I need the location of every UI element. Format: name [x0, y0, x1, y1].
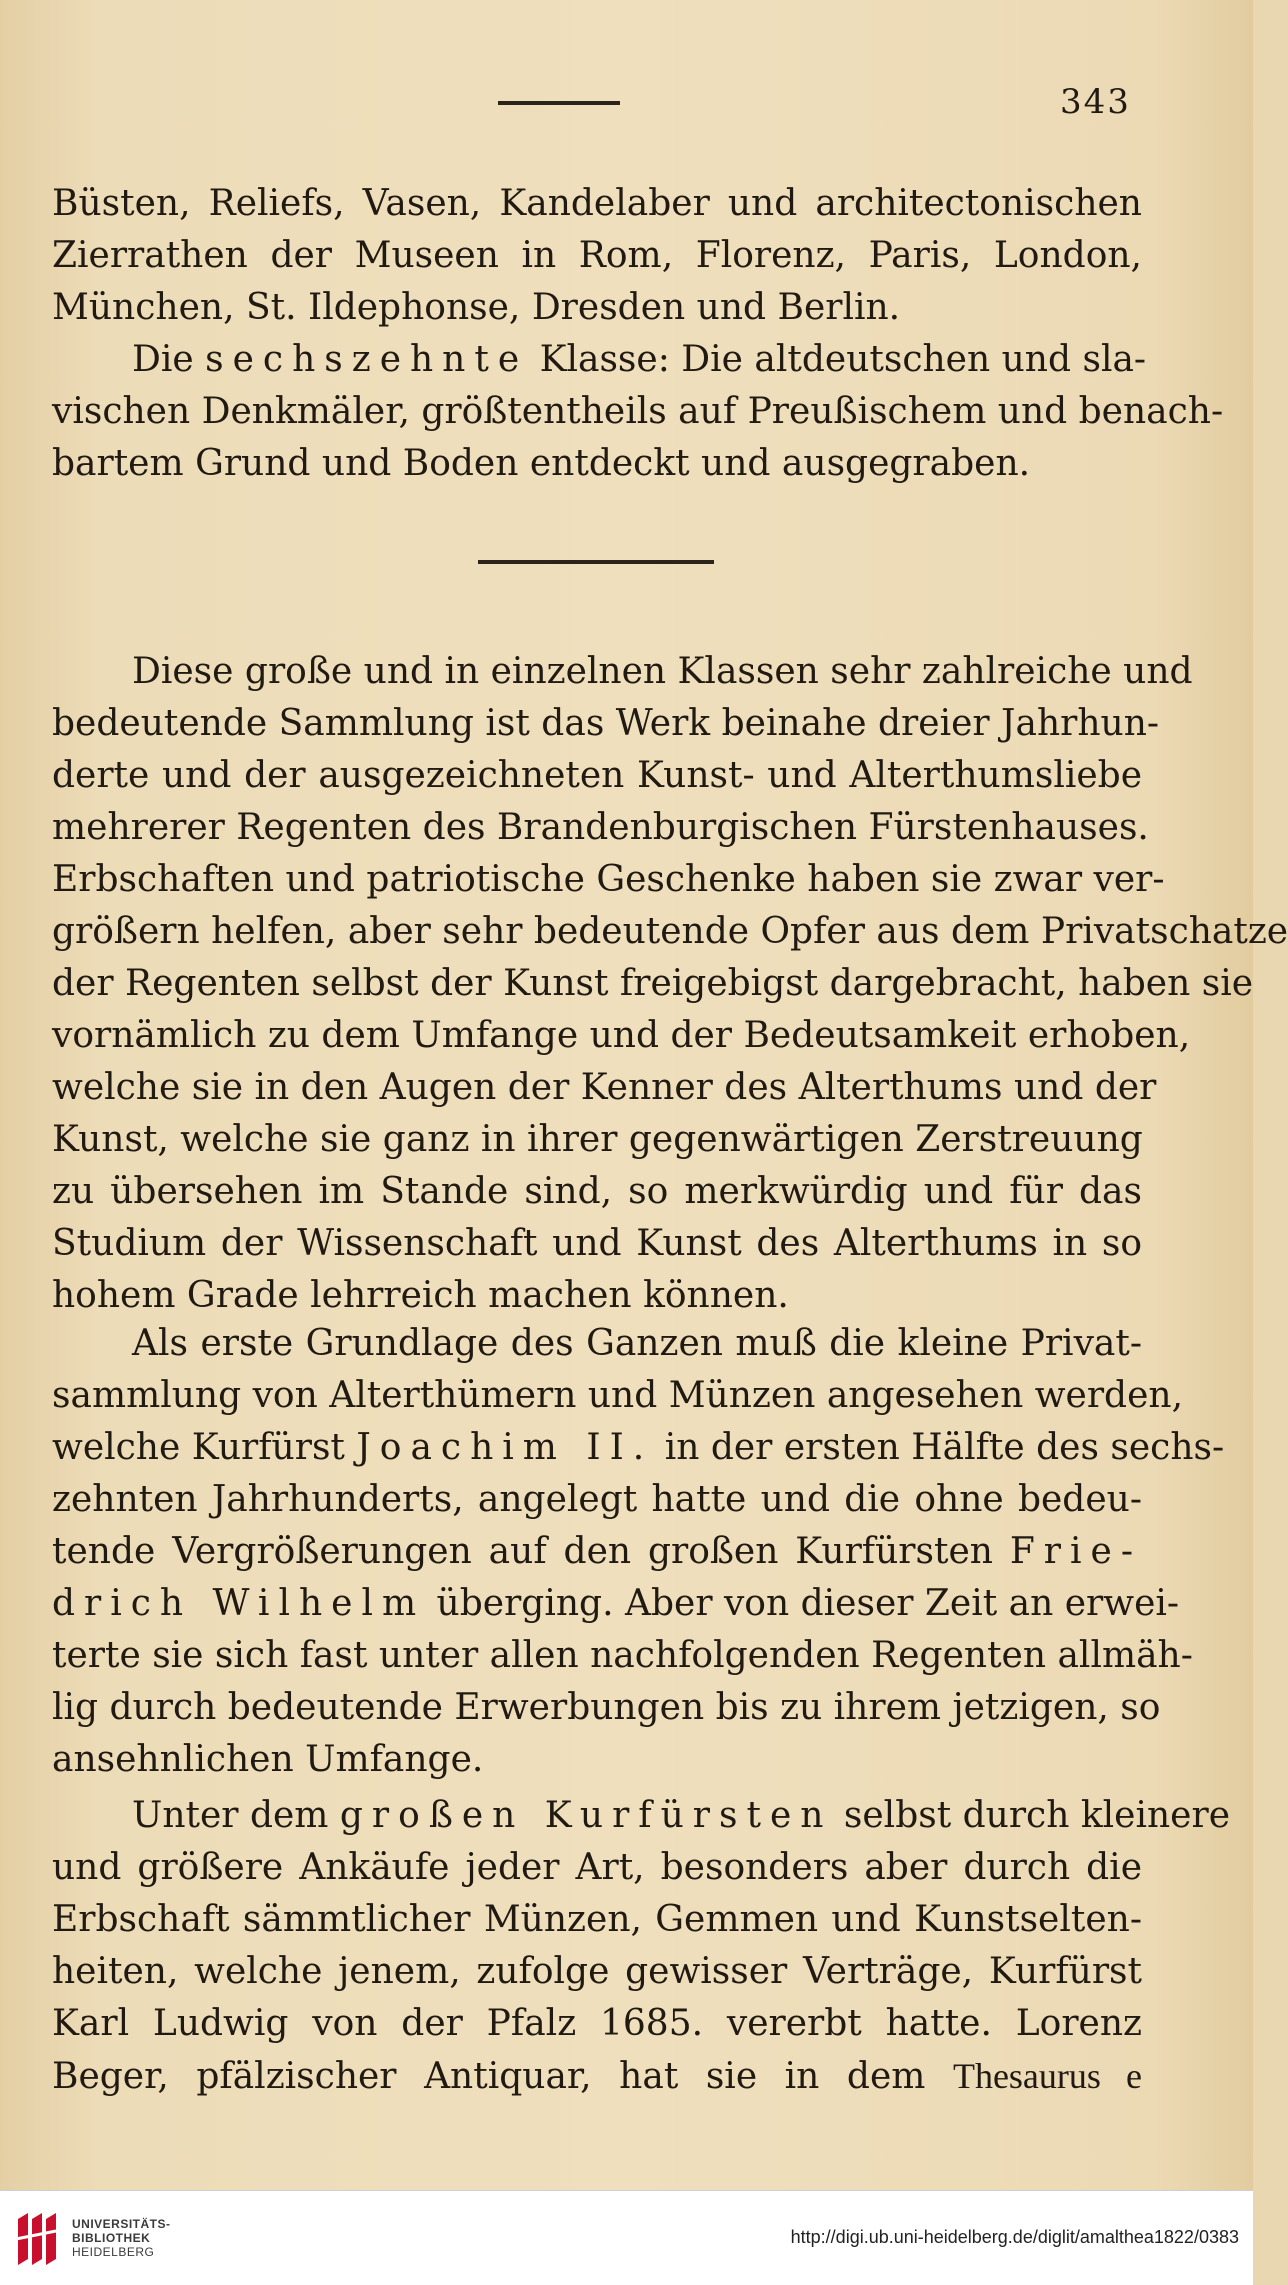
text-line: Erbschaft sämmtlicher Münzen, Gemmen und Kunstselten-: [52, 1899, 1142, 1940]
text-line: größern helfen, aber sehr bedeutende Opfer aus dem Privatschatze: [52, 911, 1288, 952]
text-line: bartem Grund und Boden entdeckt und ausgegraben.: [52, 443, 1031, 484]
text-line: [52, 2050, 1142, 2103]
emphasized-name: Frie-: [1009, 1531, 1142, 1572]
paragraph-foundation: [52, 1318, 1225, 1786]
text-line: welche sie in den Augen der Kenner des Alterthums und der: [52, 1067, 1157, 1108]
text-run: Die: [132, 339, 206, 380]
text-line: Studium der Wissenschaft und Kunst des Alterthums in so: [52, 1223, 1142, 1264]
latin-text: Thesaurus e: [952, 2056, 1142, 2096]
text-line: Als erste Grundlage des Ganzen muß die kleine Privat-: [132, 1323, 1142, 1364]
text-line: Diese große und in einzelnen Klassen sehr zahlreiche und: [132, 651, 1193, 692]
header-rule: [498, 101, 620, 105]
text-line: vornämlich zu dem Umfange und der Bedeutsamkeit erhoben,: [52, 1015, 1191, 1056]
text-line: vischen Denkmäler, größtentheils auf Preußischem und benach-: [52, 391, 1224, 432]
text-run: tende Vergrößerungen auf den großen Kurfürsten: [52, 1531, 1010, 1572]
text-line: [52, 1578, 1180, 1630]
page-number: 343: [1060, 82, 1131, 122]
library-name-line: BIBLIOTHEK: [72, 2231, 151, 2245]
text-run: in der ersten Hälfte des sechs-: [653, 1427, 1225, 1468]
paragraph-collection: [52, 646, 1288, 1322]
paragraph-continued: [52, 178, 1224, 490]
text-line: Erbschaften und patriotische Geschenke haben sie zwar ver-: [52, 859, 1165, 900]
emphasized-name: drich Wilhelm: [52, 1583, 426, 1624]
text-line: terte sie sich fast unter allen nachfolgenden Regenten allmäh-: [52, 1635, 1193, 1676]
text-line: ansehnlichen Umfange.: [52, 1739, 484, 1780]
text-line: Karl Ludwig von der Pfalz 1685. vererbt hatte. Lorenz: [52, 2003, 1142, 2044]
emphasized-text: sechszehnte: [205, 339, 529, 380]
text-line: Zierrathen der Museen in Rom, Florenz, Paris, London,: [52, 235, 1142, 276]
paragraph-acquisitions: [52, 1790, 1230, 2103]
text-run: selbst durch kleinere: [832, 1795, 1230, 1836]
text-run: überging. Aber von dieser Zeit an erwei-: [425, 1583, 1180, 1624]
text-line: München, St. Ildephonse, Dresden und Berlin.: [52, 287, 901, 328]
text-line: Büsten, Reliefs, Vasen, Kandelaber und architectonischen: [52, 183, 1142, 224]
text-line: Kunst, welche sie ganz in ihrer gegenwärtigen Zerstreuung: [52, 1119, 1143, 1160]
library-name: [72, 2217, 171, 2259]
text-line: und größere Ankäufe jeder Art, besonders aber durch die: [52, 1847, 1142, 1888]
university-library-logo-icon: [14, 2209, 58, 2269]
library-name-line: HEIDELBERG: [72, 2245, 155, 2259]
emphasized-name: großen Kurfürsten: [339, 1795, 833, 1836]
text-line: zu übersehen im Stande sind, so merkwürdig und für das: [52, 1171, 1142, 1212]
source-url-link[interactable]: http://digi.ub.uni-heidelberg.de/diglit/amalthea1822/0383: [790, 2227, 1239, 2247]
footer-bar: [0, 2190, 1253, 2285]
text-line: der Regenten selbst der Kunst freigebigst dargebracht, haben sie: [52, 963, 1254, 1004]
text-run: Unter dem: [132, 1795, 340, 1836]
text-run: welche Kurfürst: [52, 1427, 357, 1468]
text-line: bedeutende Sammlung ist das Werk beinahe dreier Jahrhun-: [52, 703, 1160, 744]
text-line: [52, 1526, 1142, 1578]
text-line: [52, 334, 1147, 386]
text-line: hohem Grade lehrreich machen können.: [52, 1275, 789, 1316]
text-line: derte und der ausgezeichneten Kunst- und Alterthumsliebe: [52, 755, 1142, 796]
text-line: lig durch bedeutende Erwerbungen bis zu ihrem jetzigen, so: [52, 1687, 1161, 1728]
section-divider: [478, 560, 714, 564]
text-line: mehrerer Regenten des Brandenburgischen Fürstenhauses.: [52, 807, 1149, 848]
text-line: zehnten Jahrhunderts, angelegt hatte und die ohne bedeu-: [52, 1479, 1142, 1520]
emphasized-name: Joachim II.: [356, 1427, 654, 1468]
text-line: [52, 1790, 1230, 1842]
text-run: Klasse: Die altdeutschen und sla-: [528, 339, 1147, 380]
text-line: [52, 1422, 1225, 1474]
library-name-line: UNIVERSITÄTS-: [72, 2217, 171, 2231]
text-line: heiten, welche jenem, zufolge gewisser Verträge, Kurfürst: [52, 1951, 1142, 1992]
text-run: Beger, pfälzischer Antiquar, hat sie in dem: [52, 2056, 953, 2097]
text-line: sammlung von Alterthümern und Münzen angesehen werden,: [52, 1375, 1184, 1416]
